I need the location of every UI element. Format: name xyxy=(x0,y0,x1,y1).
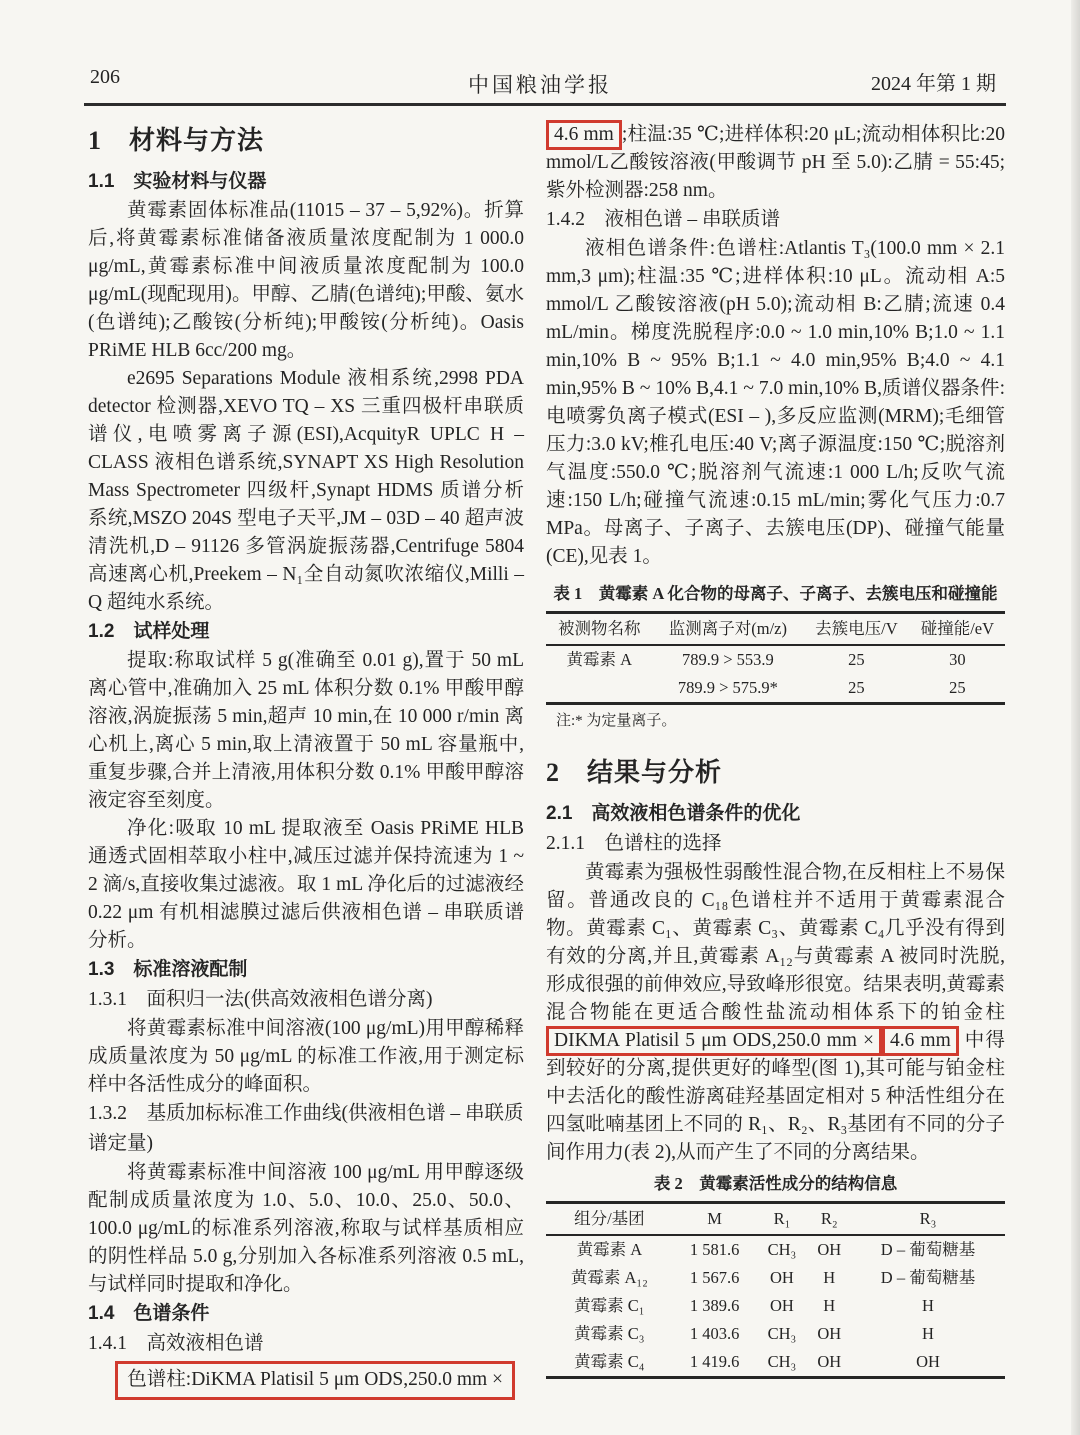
highlight-box-46mm-top: 4.6 mm xyxy=(546,120,622,150)
section-heading-1-4: 1.4 色谱条件 xyxy=(88,1303,210,1324)
paragraph-materials-1: 黄霉素固体标准品(11015 – 37 – 5,92%)。折算后,将黄霉素标准储备液质量浓度配制为 1 000.0 μg/mL,黄霉素标准中间液质量浓度配制为 100.0 μg/mL(现配现用)。甲醇、乙腈(色谱纯);甲酸、氨水(色谱纯);乙酸铵(分析纯);甲酸铵(分析纯)。Oasis PRiME HLB 6cc/200 mg。 xyxy=(88,200,524,361)
paragraph-lcmsms-conditions: 液相色谱条件:色谱柱:Atlantis T₃(100.0 mm × 2.1 mm,3 μm);柱温:35 ℃;进样体积:10 μL。流动相 A:5 mmol/L 乙酸铵溶液(pH 5.0);流动相 B:乙腈;流速 0.4 mL/min。梯度洗脱程序:0.0 ~ 1.0 min,10% B;1.0 ~ 1.1 min,10% B ~ 95% B;1.1 ~ 4.0 min,95% B;4.0 ~ 4.1 min,95% B ~ 10% B,4.1 ~ 7.0 min,10% B,质谱仪器条件:电喷雾负离子模式(ESI – ),多反应监测(MRM);毛细管压力:3.0 kV;椎孔电压:40 V;离子源温度:150 ℃;脱溶剂气温度:550.0 ℃;脱溶剂气流速:1 000 L/h;反吹气流速:150 L/h;碰撞气流速:0.15 mL/min;雾化气压力:0.7 MPa。母离子、子离子、去簇电压(DP)、碰撞气能量(CE),见表 1。 xyxy=(546,238,1005,567)
section-heading-1-3-2: 1.3.2 基质加标标准工作曲线(供液相色谱 – 串联质谱定量) xyxy=(88,1103,524,1154)
table-cell: 黄霉素 A xyxy=(566,650,633,669)
issue-label: 2024 年第 1 期 xyxy=(871,73,996,95)
table-row xyxy=(546,1320,1005,1348)
paragraph-materials-2: e2695 Separations Module 液相系统,2998 PDA detector 检测器,XEVO TQ – XS 三重四极杆串联质谱仪,电喷雾离子源(ESI),AcquityR UPLC H – CLASS 液相色谱系统,SYNAPT XS High Resolution Mass Spectrometer 四级杆,Synapt HDMS 质谱分析系统,MSZO 204S 型电子天平,JM – 03D – 40 超声波清洗机,D – 91126 多管涡旋振荡器,Centrifuge 5804 高速离心机,Preekem – N₁全自动氮吹浓缩仪,Milli – Q 超纯水系统。 xyxy=(88,368,524,613)
table-cell: OH xyxy=(916,1352,940,1371)
highlight-box-dikma: DIKMA Platisil 5 μm ODS,250.0 mm × xyxy=(546,1026,882,1056)
section-heading-1-4-1: 1.4.1 高效液相色谱 xyxy=(88,1333,264,1354)
table-cell: CH₃ xyxy=(767,1324,797,1343)
paragraph-purification: 净化:吸取 10 mL 提取液至 Oasis PRiME HLB 通透式固相萃取小柱中,减压过滤并保持流速为 1 ~ 2 滴/s,直接收集过滤液。取 1 mL 净化后的过滤液经 0.22 μm 有机相滤膜过滤后供液相色谱 – 串联质谱分析。 xyxy=(88,818,524,951)
table-cell: 黄霉素 A xyxy=(576,1240,643,1259)
paragraph-area-normalization: 将黄霉素标准中间溶液(100 μg/mL)用甲醇稀释成质量浓度为 50 μg/mL 的标准工作液,用于测定标样中各活性成分的峰面积。 xyxy=(88,1018,524,1095)
table1-head xyxy=(546,613,1005,646)
table2 xyxy=(546,1201,1005,1379)
column-selection-text-b: 中得到较好的分离,提供更好的峰型(图 1),其可能与铂金柱中去活化的酸性游离硅羟基固定相对 5 种活性组分在四氢吡喃基团上不同的 R₁、R₂、R₃基团有不同的分子间作用力(表 2),从而产生了不同的分离结果。 xyxy=(546,1030,1005,1163)
table-cell: OH xyxy=(770,1268,794,1287)
table-cell: 黄霉素 C₁ xyxy=(574,1296,645,1315)
highlight-box-46mm-body: 4.6 mm xyxy=(882,1026,959,1056)
table-row xyxy=(546,1292,1005,1320)
left-column xyxy=(88,121,524,1400)
table1 xyxy=(546,611,1005,705)
table-header-cell: 碰撞能/eV xyxy=(910,613,1005,646)
table-row xyxy=(546,645,1005,674)
journal-title: 中国粮油学报 xyxy=(468,73,612,97)
section-heading-1-3: 1.3 标准溶液配制 xyxy=(88,959,248,980)
table-cell: 1 403.6 xyxy=(689,1324,740,1343)
table2-head xyxy=(546,1203,1005,1236)
table1-header-row xyxy=(546,613,1005,646)
section-heading-1-1: 1.1 实验材料与仪器 xyxy=(88,171,267,192)
table-cell: OH xyxy=(817,1352,842,1371)
table-cell: 789.9 > 553.9 xyxy=(681,650,774,669)
table-cell: 25 xyxy=(848,678,865,697)
paragraph-column-selection xyxy=(546,859,1005,1167)
right-column xyxy=(546,121,1005,1379)
table-header-cell: 去簇电压/V xyxy=(803,613,910,646)
table-cell: 黄霉素 C₄ xyxy=(574,1352,645,1371)
table-cell: 1 419.6 xyxy=(689,1352,740,1371)
table2-body xyxy=(546,1235,1005,1378)
table1-title: 表 1 黄霉素 A 化合物的母离子、子离子、去簇电压和碰撞能 xyxy=(553,584,998,603)
table-row xyxy=(546,1235,1005,1264)
section-heading-2: 2 结果与分析 xyxy=(546,758,723,787)
table2-header-row xyxy=(546,1203,1005,1236)
table-header-cell: R₃ xyxy=(851,1203,1005,1236)
table-cell: D – 葡萄糖基 xyxy=(880,1268,976,1287)
table-cell: D – 葡萄糖基 xyxy=(880,1240,976,1259)
table-row xyxy=(546,1348,1005,1378)
table-header-cell: M xyxy=(673,1203,757,1236)
header-rule xyxy=(84,103,1006,106)
page-number: 206 xyxy=(90,66,120,88)
section-heading-2-1: 2.1 高效液相色谱条件的优化 xyxy=(546,803,801,824)
section-heading-1-4-2: 1.4.2 液相色谱 – 串联质谱 xyxy=(546,209,781,230)
column-selection-text-a: 黄霉素为强极性弱酸性混合物,在反相柱上不易保留。普通改良的 C₁₈色谱柱并不适用于黄霉素混合物。黄霉素 C₁、黄霉素 C₃、黄霉素 C₄几乎没有得到有效的分离,并且,黄霉素 A₁₂与黄霉素 A 被同时洗脱,形成很强的前伸效应,导致峰形很宽。结果表明,黄霉素混合物能在更适合酸性盐流动相体系下的铂金柱 xyxy=(546,862,1005,1023)
section-heading-1-2: 1.2 试样处理 xyxy=(88,621,210,642)
section-heading-1: 1 材料与方法 xyxy=(88,126,265,155)
highlight-box-column-spec: 色谱柱:DiKMA Platisil 5 μm ODS,250.0 mm × xyxy=(115,1361,515,1400)
table2-title: 表 2 黄霉素活性成分的结构信息 xyxy=(653,1174,898,1193)
table-cell: 25 xyxy=(949,678,966,697)
table1-body xyxy=(546,645,1005,704)
table-cell: 30 xyxy=(949,650,966,669)
table-cell xyxy=(546,674,653,704)
paragraph-hplc-conditions xyxy=(546,121,1005,205)
table-cell: H xyxy=(922,1296,934,1315)
table-cell: 黄霉素 A₁₂ xyxy=(570,1268,648,1287)
hplc-conditions-text: ;柱温:35 ℃;进样体积:20 μL;流动相体积比:20 mmol/L乙酸铵溶液(甲酸调节 pH 至 5.0):乙腈 = 55:45;紫外检测器:258 nm。 xyxy=(546,124,1005,201)
table-cell: OH xyxy=(817,1324,842,1343)
hplc-column-spec-line xyxy=(88,1359,524,1400)
scan-edge-shadow xyxy=(1071,0,1080,1435)
table-cell: OH xyxy=(817,1240,842,1259)
table-cell: OH xyxy=(770,1296,794,1315)
table-cell: 789.9 > 575.9* xyxy=(677,678,778,697)
section-heading-1-3-1: 1.3.1 面积归一法(供高效液相色谱分离) xyxy=(88,989,433,1010)
section-heading-2-1-1: 2.1.1 色谱柱的选择 xyxy=(546,833,722,854)
table-cell: H xyxy=(823,1296,836,1315)
table-cell: CH₃ xyxy=(767,1352,797,1371)
table-cell: 黄霉素 C₃ xyxy=(574,1324,645,1343)
table-header-cell: 监测离子对(m/z) xyxy=(653,613,804,646)
paragraph-matrix-curve: 将黄霉素标准中间溶液 100 μg/mL 用甲醇逐级配制成质量浓度为 1.0、5.0、10.0、25.0、50.0、100.0 μg/mL的标准系列溶液,称取与试样基质相应的阴性样品 5.0 g,分别加入各标准系列溶液 0.5 mL,与试样同时提取和净化。 xyxy=(88,1162,524,1295)
table-cell: H xyxy=(823,1268,836,1287)
table-header-cell: 组分/基团 xyxy=(546,1203,673,1236)
table-cell: H xyxy=(922,1324,934,1343)
table-header-cell: 被测物名称 xyxy=(546,613,653,646)
table-cell: 25 xyxy=(848,650,865,669)
table-row xyxy=(546,1264,1005,1292)
table-header-cell: R₁ xyxy=(756,1203,807,1236)
table-cell: 1 567.6 xyxy=(689,1268,740,1287)
table-row xyxy=(546,674,1005,704)
table-header-cell: R₂ xyxy=(808,1203,852,1236)
table1-note: 注:* 为定量离子。 xyxy=(556,713,677,729)
table-cell: CH₃ xyxy=(767,1240,797,1259)
table-cell: 1 389.6 xyxy=(689,1296,740,1315)
paragraph-extraction: 提取:称取试样 5 g(准确至 0.01 g),置于 50 mL 离心管中,准确加入 25 mL 体积分数 0.1% 甲酸甲醇溶液,涡旋振荡 5 min,超声 10 min,在 10 000 r/min 离心机上,离心 5 min,取上清液置于 50 mL 容量瓶中,重复步骤,合并上清液,用体积分数 0.1% 甲酸甲醇溶液定容至刻度。 xyxy=(88,650,524,811)
table-cell: 1 581.6 xyxy=(689,1240,740,1259)
